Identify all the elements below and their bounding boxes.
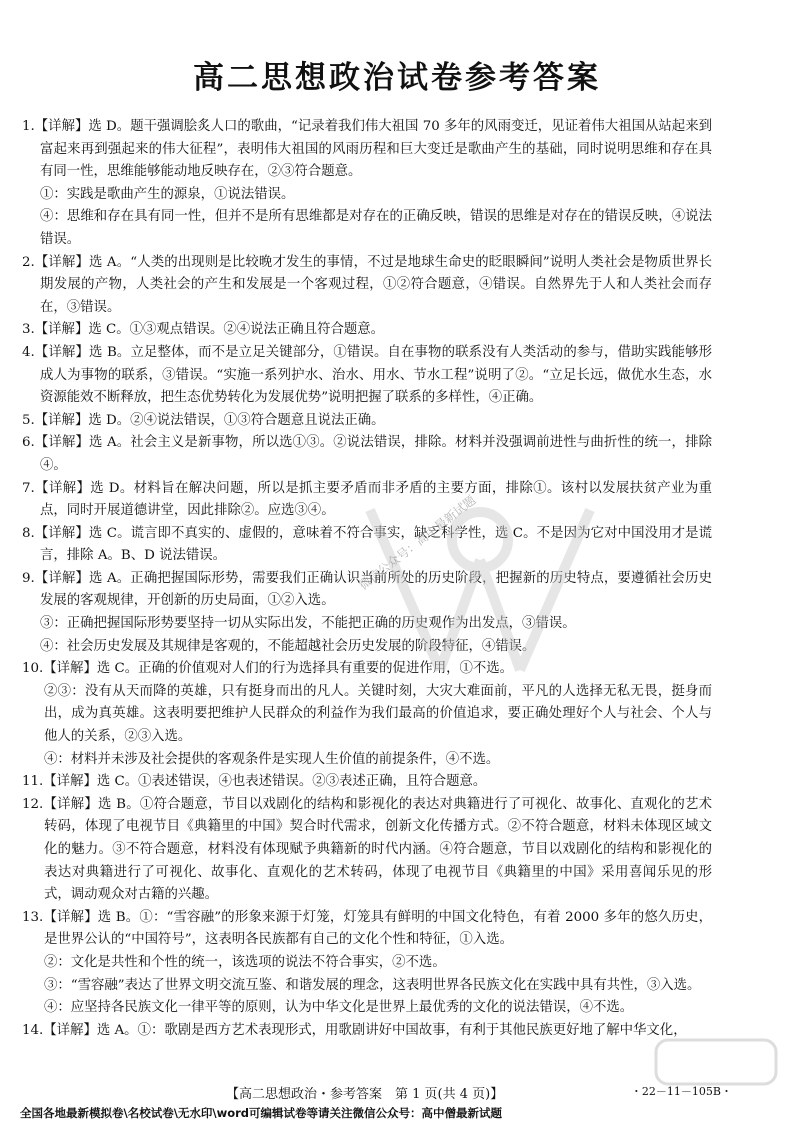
answer-paragraph: 10.【详解】选 C。正确的价值观对人们的行为选择具有重要的促进作用，①不选。 xyxy=(22,661,514,677)
answer-paragraph: ④：社会历史发展及其规律是客观的，不能超越社会历史发展的阶段特征，④错误。 xyxy=(40,638,536,654)
answer-paragraph: 9.【详解】选 A。正确把握国际形势，需要我们正确认识当前所处的历史阶段，把握新的历史特点，要遵循社会历史发展的客观规律，开创新的历史局面，①②入选。 xyxy=(22,570,712,609)
answer-paragraph: 5.【详解】选 D。②④说法错误，①③符合题意且说法正确。 xyxy=(22,412,385,428)
answer-paragraph: ④：思维和存在具有同一性，但并不是所有思维都是对存在的正确反映，错误的思维是对存在的错误反映，④说法错误。 xyxy=(40,209,712,247)
answer-paragraph: ③：“雪容融”表达了世界文明交流互鉴、和谐发展的理念，这表明世界各民族文化在实践中具有共性，③入选。 xyxy=(44,977,701,993)
answer-paragraph: ②③：没有从天而降的英雄，只有挺身而出的凡人。关键时刻，大灾大难面前，平凡的人选择无私无畏，挺身而出，成为真英雄。这表明要把维护人民群众的利益作为我们最高的价值追求，要正确处理好个人与社会、个人与他人的关系，②③入选。 xyxy=(44,683,712,745)
answer-paragraph: ④：应坚持各民族文化一律平等的原则，认为中华文化是世界上最优秀的文化的说法错误，④不选。 xyxy=(44,1000,634,1016)
footer-code: ・22－11－105B・ xyxy=(630,1085,732,1098)
answer-paragraph: 7.【详解】选 D。材料旨在解决问题，所以是抓主要矛盾而非矛盾的主要方面，排除①。该村以发展扶贫产业为重点，同时开展道德讲堂，因此排除②。应选③④。 xyxy=(22,480,712,519)
page-footer xyxy=(0,1083,794,1103)
answer-paragraph: 13.【详解】选 B。①：“雪容融”的形象来源于灯笼，灯笼具有鲜明的中国文化特色，有着 2000 多年的悠久历史，是世界公认的“中国符号”，这表明各民族都有自己的文化个性和特征，①入选。 xyxy=(22,909,712,948)
bottom-banner: 全国各地最新模拟卷\名校试卷\无水印\word可编辑试卷等请关注微信公众号：高中僧最新试题 xyxy=(20,1106,503,1120)
answer-paragraph: 6.【详解】选 A。社会主义是新事物，所以选①③。②说法错误，排除。材料并没强调前进性与曲折性的统一，排除④。 xyxy=(22,435,712,473)
answer-paragraph: 14.【详解】选 A。①：歌剧是西方艺术表现形式，用歌剧讲好中国故事，有利于其他民族更好地了解中华文化， xyxy=(22,1022,687,1038)
answer-paragraph: ③：正确把握国际形势要坚持一切从实际出发，不能把正确的历史观作为出发点，③错误。 xyxy=(40,616,576,632)
answer-paragraph: ④：材料并未涉及社会提供的客观条件是实现人生价值的前提条件，④不选。 xyxy=(44,751,500,767)
watermark-text: 微信公众号：高中最新试题 xyxy=(356,492,479,593)
answer-paragraph: 3.【详解】选 C。①③观点错误。②④说法正确且符合题意。 xyxy=(22,322,385,338)
page-title: 高二思想政治试卷参考答案 xyxy=(193,60,601,96)
answer-paragraph: 8.【详解】选 C。谎言即不真实的、虚假的，意味着不符合事实，缺乏科学性，选 C。不是因为它对中国没用才是谎言，排除 A。B、D 说法错误。 xyxy=(22,525,712,564)
answer-paragraph: ②：文化是共性和个性的统一，该选项的说法不符合事实，②不选。 xyxy=(44,954,446,970)
answer-paragraph: ①：实践是歌曲产生的源泉，①说法错误。 xyxy=(40,186,295,202)
answer-paragraph: 4.【详解】选 B。立足整体，而不是立足关键部分，①错误。自在事物的联系没有人类活动的参与，借助实践能够形成人为事物的联系，③错误。“实施一系列护水、治水、用水、节水工程”说明了②。“立足长远，做优水生态，水资源能效不断释放，把生态优势转化为发展优势”说明把握了联系的多样性，④正确。 xyxy=(22,344,712,406)
answer-paragraph: 1.【详解】选 D。题干强调脍炙人口的歌曲，“记录着我们伟大祖国 70 多年的风雨变迁，见证着伟大祖国从站起来到富起来再到强起来的伟大征程”，表明伟大祖国的风雨历程和巨大变迁是歌曲产生的基础，同时说明思维和存在具有同一性，思维能够能动地反映存在，②③符合题意。 xyxy=(22,119,712,180)
footer-page-info: 【高二思想政治・参考答案 第 1 页(共 4 页)】 xyxy=(226,1087,504,1102)
answer-paragraph: 2.【详解】选 A。“人类的出现则是比较晚才发生的事情，不过是地球生命史的眨眼瞬间”说明人类社会是物质世界长期发展的产物，人类社会的产生和发展是一个客观过程，①②符合题意，④错误。自然界先于人和人类社会而存在，③错误。 xyxy=(22,254,712,315)
answer-paragraph: 12.【详解】选 B。①符合题意，节目以戏剧化的结构和影视化的表达对典籍进行了可视化、故事化、直观化的艺术转码，体现了电视节目《典籍里的中国》契合时代需求，创新文化传播方式。②不符合题意，材料未体现区域文化的魅力。③不符合题意，材料没有体现赋予典籍新的时代内涵。④符合题意，节目以戏剧化的结构和影视化的表达对典籍进行了可视化、故事化、直观化的艺术转码，体现了电视节目《典籍里的中国》采用喜闻乐见的形式，调动观众对古籍的兴趣。 xyxy=(22,796,712,903)
answer-paragraph: 11.【详解】选 C。①表述错误，④也表述错误。②③表述正确，且符合题意。 xyxy=(22,774,487,790)
